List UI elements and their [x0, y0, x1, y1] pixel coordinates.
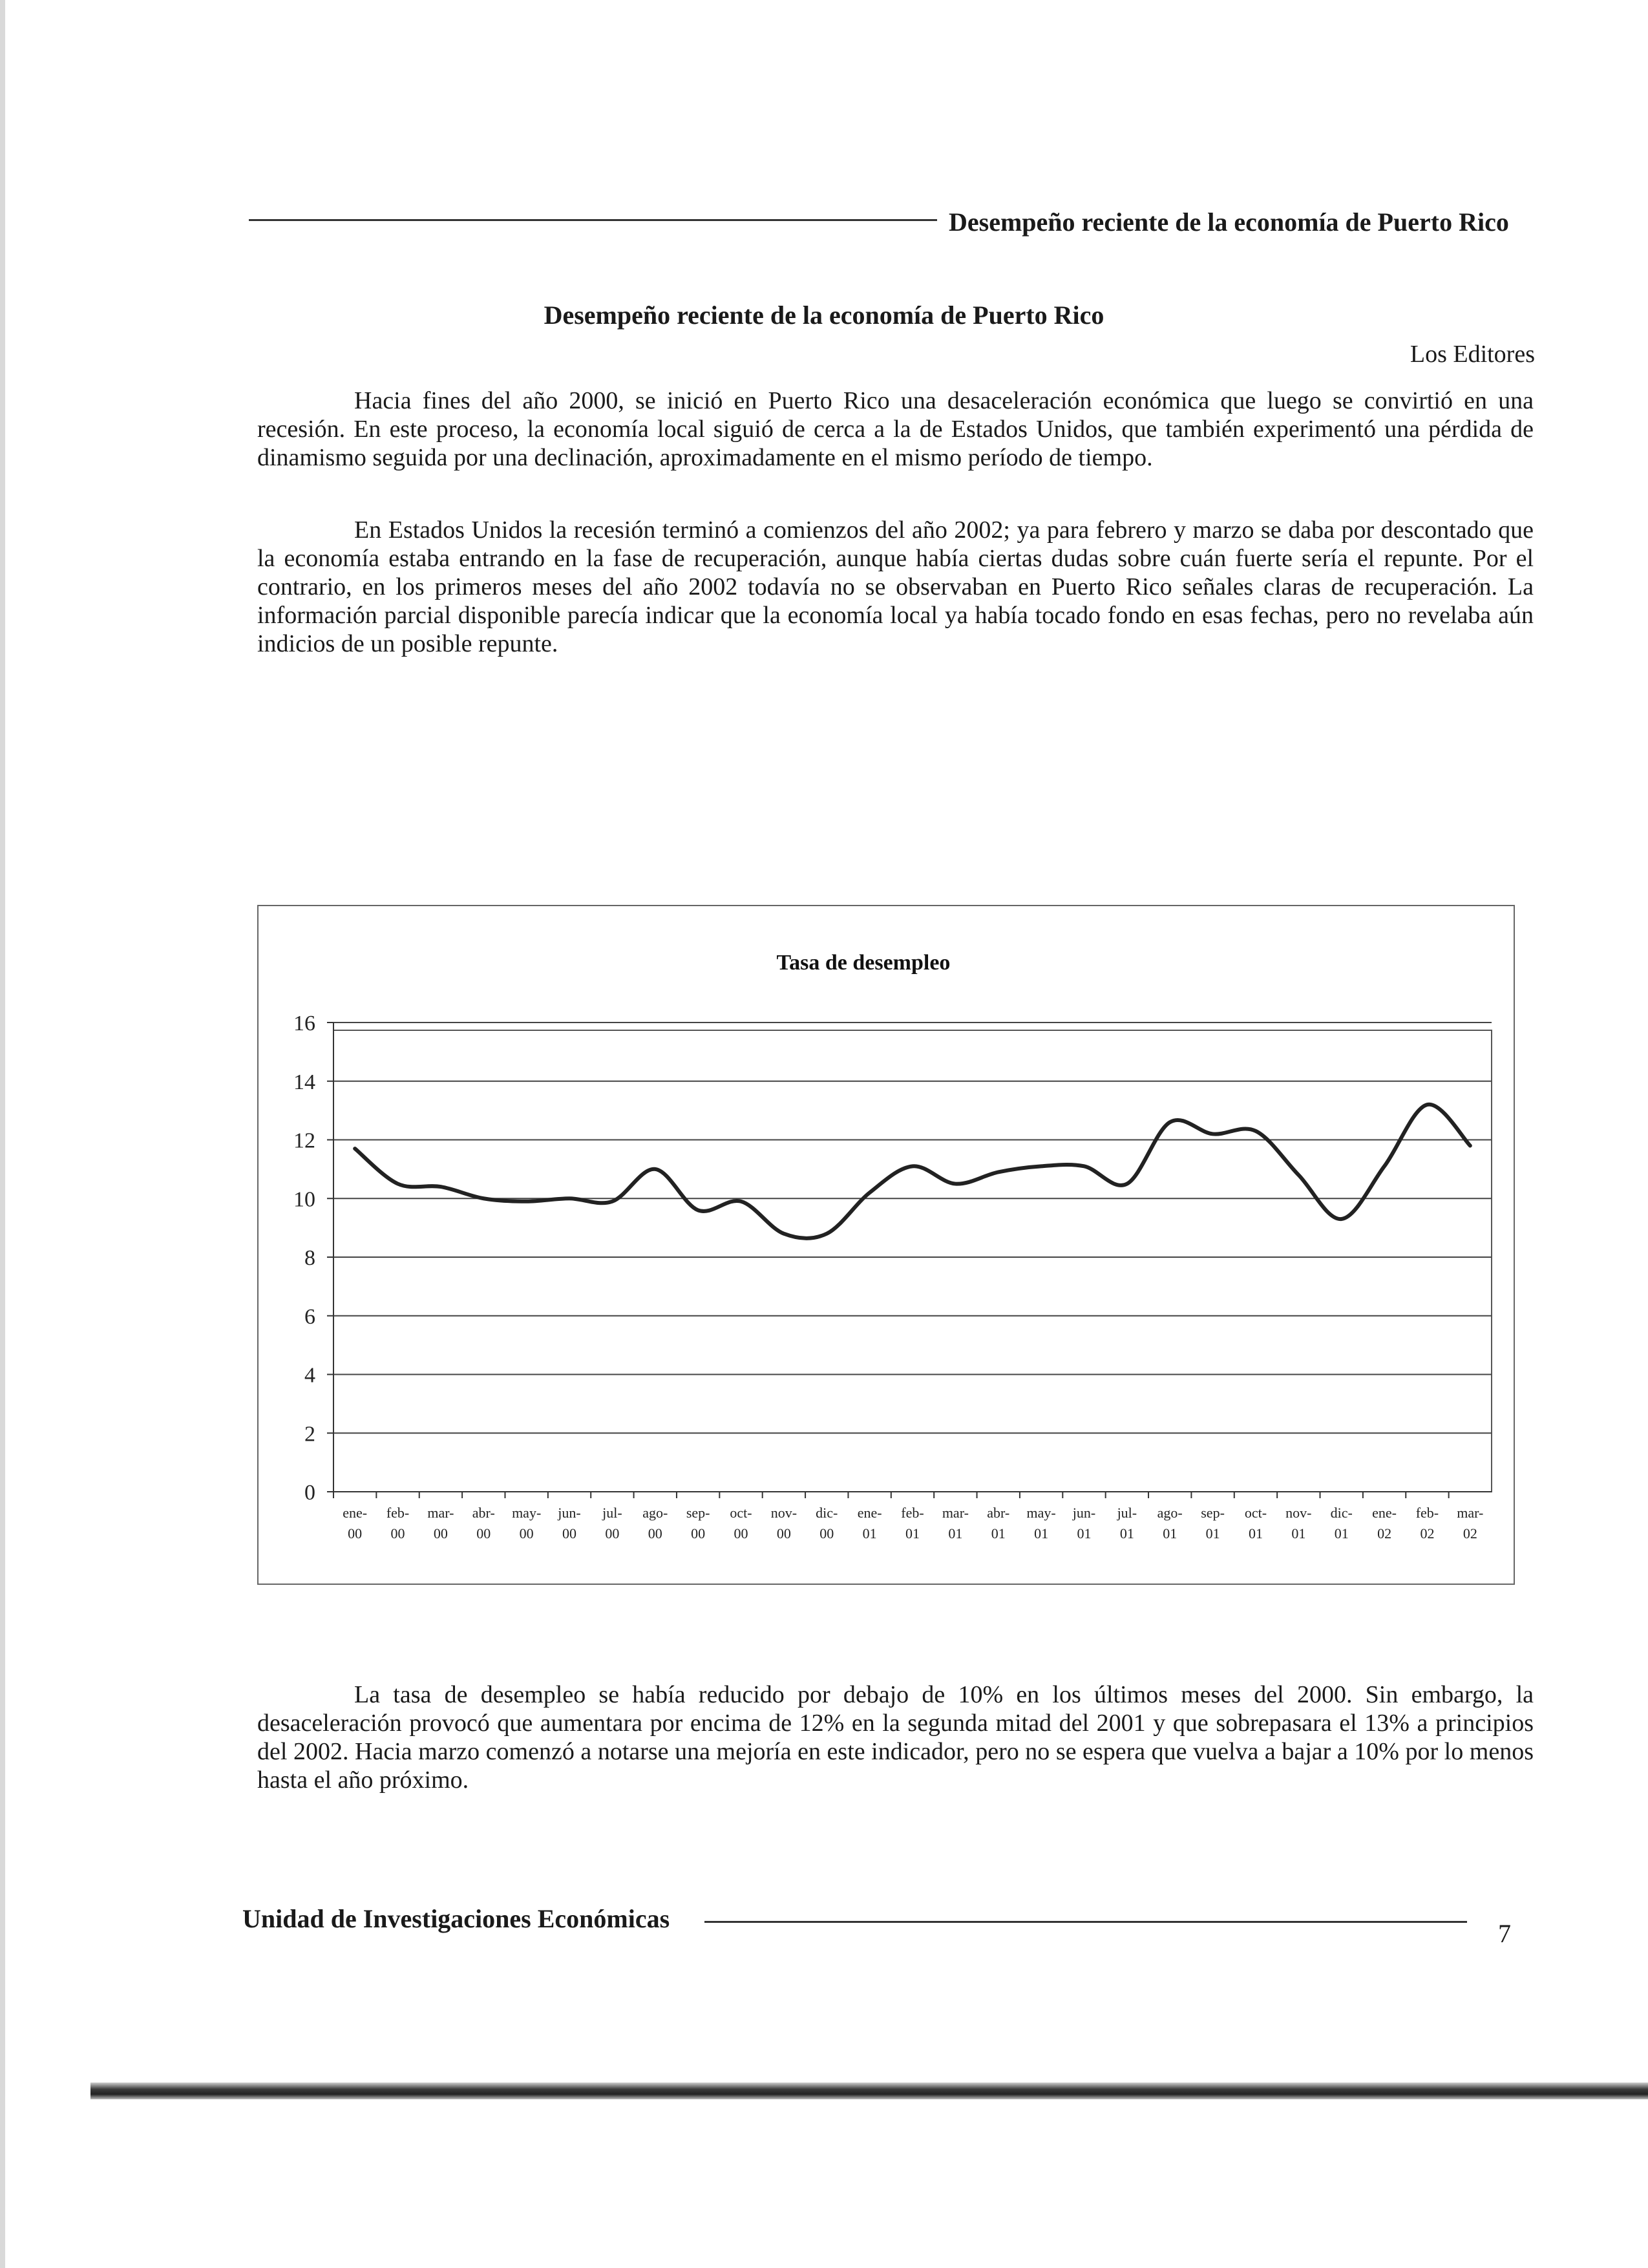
x-tick-label-year: 02 [1420, 1525, 1435, 1542]
y-tick-label: 10 [293, 1187, 315, 1212]
paragraph-1 [257, 387, 1534, 472]
x-tick-label-year: 00 [648, 1525, 662, 1542]
x-tick-label-year: 01 [991, 1525, 1006, 1542]
x-tick-label-year: 01 [1291, 1525, 1306, 1542]
x-tick-label-month: may- [512, 1505, 542, 1521]
y-tick-label: 14 [293, 1070, 315, 1094]
x-tick-label-month: abr- [987, 1505, 1010, 1521]
header-rule [249, 219, 937, 221]
x-tick-label-month: mar- [1457, 1505, 1484, 1521]
y-tick-label: 0 [304, 1481, 315, 1505]
x-tick-label-month: ene- [1372, 1505, 1397, 1521]
x-tick-label-year: 00 [819, 1525, 834, 1542]
x-tick-label-month: nov- [770, 1505, 798, 1521]
x-tick-label-year: 01 [1248, 1525, 1263, 1542]
x-tick-label-month: mar- [427, 1505, 454, 1521]
x-tick-label-year: 02 [1463, 1525, 1477, 1542]
y-tick-label: 16 [293, 1012, 315, 1035]
x-tick-label-year: 01 [1119, 1525, 1134, 1542]
scan-page-edge [90, 2083, 1648, 2099]
x-tick-label-year: 00 [776, 1525, 791, 1542]
x-tick-label-month: ago- [1157, 1505, 1183, 1521]
y-tick-label: 4 [304, 1363, 315, 1388]
paragraph-3 [257, 1680, 1534, 1794]
x-tick-label-year: 01 [1077, 1525, 1092, 1542]
x-tick-label-year: 00 [562, 1525, 577, 1542]
x-tick-label-year: 01 [1334, 1525, 1349, 1542]
article-author: Los Editores [1410, 341, 1535, 368]
x-tick-label-month: ene- [343, 1505, 368, 1521]
x-tick-label-year: 00 [519, 1525, 534, 1542]
y-tick-label: 8 [304, 1246, 315, 1270]
plot-area [333, 1030, 1492, 1492]
x-tick-label-year: 01 [1034, 1525, 1049, 1542]
x-tick-label-month: jul- [602, 1505, 622, 1521]
footer-unit-name: Unidad de Investigaciones Económicas [242, 1904, 670, 1933]
x-tick-label-month: ago- [642, 1505, 668, 1521]
x-tick-label-month: ene- [857, 1505, 882, 1521]
y-tick-label: 6 [304, 1304, 315, 1329]
x-tick-label-month: may- [1026, 1505, 1056, 1521]
x-tick-label-month: sep- [1201, 1505, 1225, 1521]
x-tick-label-year: 00 [605, 1525, 620, 1542]
x-tick-label-year: 00 [348, 1525, 363, 1542]
paragraph-1-text: Hacia fines del año 2000, se inició en Puerto Rico una desaceleración económica que luego se convirtió en una recesión. En este proceso, la economía local siguió de cerca a la de Estados Unidos, que también experimentó una pérdida de dinamismo seguida por una declinación, aproximadamente en el mismo período de tiempo. [257, 387, 1534, 471]
x-tick-label-year: 00 [734, 1525, 748, 1542]
x-tick-label-month: feb- [1415, 1505, 1439, 1521]
x-tick-label-month: abr- [472, 1505, 495, 1521]
x-tick-label-month: mar- [942, 1505, 969, 1521]
x-tick-label-month: jun- [558, 1505, 581, 1521]
paragraph-2 [257, 516, 1534, 658]
x-tick-label-year: 00 [433, 1525, 448, 1542]
x-tick-label-month: jul- [1117, 1505, 1137, 1521]
x-tick-label-month: dic- [816, 1505, 838, 1521]
page-number: 7 [1498, 1919, 1511, 1948]
unemployment-chart [257, 905, 1515, 1585]
y-tick-label: 2 [304, 1422, 315, 1447]
x-tick-label-month: dic- [1330, 1505, 1353, 1521]
x-tick-label-month: sep- [686, 1505, 710, 1521]
paragraph-2-text: En Estados Unidos la recesión terminó a comienzos del año 2002; ya para febrero y marzo se daba por descontado que la economía estaba entrando en la fase de recuperación, aunque había ciertas dudas sobre cuán fuerte sería el repunte. Por el contrario, en los primeros meses del año 2002 todavía no se observaban en Puerto Rico señales claras de recuperación. La información parcial disponible parecía indicar que la economía local ya había tocado fondo en esas fechas, pero no revelaba aún indicios de un posible repunte. [257, 516, 1534, 657]
x-tick-label-year: 01 [1163, 1525, 1178, 1542]
x-tick-label-month: nov- [1285, 1505, 1312, 1521]
footer-rule [704, 1921, 1467, 1923]
x-tick-label-year: 01 [862, 1525, 877, 1542]
series-line [355, 1105, 1470, 1238]
y-tick-label: 12 [293, 1129, 315, 1153]
x-tick-label-year: 02 [1377, 1525, 1392, 1542]
x-tick-label-year: 01 [1205, 1525, 1220, 1542]
x-tick-label-month: jun- [1072, 1505, 1096, 1521]
x-tick-label-month: oct- [730, 1505, 752, 1521]
x-tick-label-year: 00 [476, 1525, 491, 1542]
x-tick-label-month: oct- [1244, 1505, 1267, 1521]
x-tick-label-month: feb- [386, 1505, 410, 1521]
paragraph-3-text: La tasa de desempleo se había reducido por debajo de 10% en los últimos meses del 2000. Sin embargo, la desaceleración provocó que aumentara por encima de 12% en la segunda mitad del 2001 y que sobrepasara el 13% a principios del 2002. Hacia marzo comenzó a notarse una mejoría en este indicador, pero no se espera que vuelva a bajar a 10% por lo menos hasta el año próximo. [257, 1681, 1534, 1794]
x-tick-label-year: 01 [948, 1525, 963, 1542]
x-tick-label-year: 01 [905, 1525, 920, 1542]
chart-title: Tasa de desempleo [776, 951, 951, 975]
scan-binding-edge [0, 0, 5, 2268]
x-tick-label-month: feb- [901, 1505, 924, 1521]
article-title: Desempeño reciente de la economía de Puerto Rico [544, 301, 1104, 330]
running-header-title: Desempeño reciente de la economía de Puerto Rico [949, 207, 1509, 237]
x-tick-label-year: 00 [691, 1525, 706, 1542]
x-tick-label-year: 00 [390, 1525, 405, 1542]
